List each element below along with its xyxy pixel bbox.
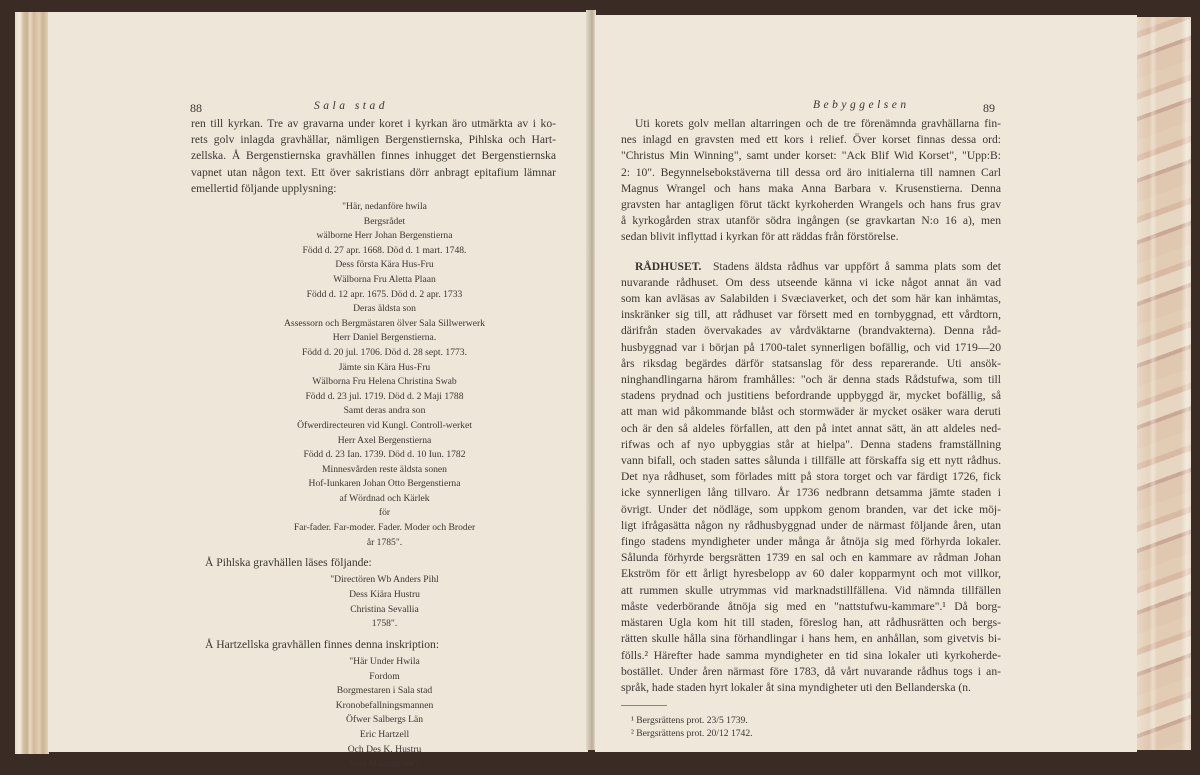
text-line: Sålunda förhyrde bergsrätten 1739 en sal och en kammare av rådman Johan bbox=[621, 551, 1001, 565]
text-line: bostället. Under åren närmast före 1783, då vårt nuvarande rådhus togs i an- bbox=[621, 664, 1001, 678]
text-line: rets golv inlagda gravhällar, nämligen Bergenstiernska, Pihlska och Hart- bbox=[191, 133, 556, 147]
inscription-line: Född d. 23 jul. 1719. Död d. 2 Maji 1788 bbox=[305, 390, 464, 402]
running-head: Bebyggelsen bbox=[813, 99, 910, 111]
inscription-line: för bbox=[378, 507, 391, 519]
inscription-line: Deras äldsta son bbox=[353, 303, 416, 315]
text-line: rifwas och af nyo upbyggias står at hielpa". Denna stadens framställning bbox=[621, 437, 1001, 451]
page-number: 88 bbox=[190, 101, 202, 115]
text-line: icke synnerligen lång tillvaro. År 1736 nedbrann detsamma jämte staden i bbox=[621, 486, 1001, 500]
text-line: ninghandlingarna härom framhålles: "och är denna stads Rådstufwa, som till bbox=[621, 373, 1001, 387]
bergenstierna-inscription bbox=[213, 200, 556, 550]
text-line: Ekström för ett årligt hyresbelopp av 60 daler kopparmynt och mot villkor, bbox=[621, 567, 1001, 581]
text-line: vann bifall, och staden sattes sålunda i tillfälle att förskaffa sig ett nytt rådhus. bbox=[621, 454, 1001, 468]
inscription-line: Hof-Iunkaren Johan Otto Bergenstierna bbox=[308, 478, 461, 490]
inscription-line: Minnesvården reste äldsta sonen bbox=[322, 463, 447, 475]
text-line: nuvarande rådhuset. Om dess utseende känna vi icke något annat än vad bbox=[621, 275, 1001, 289]
text-line: husbyggnad var i början på 1700-talet synnerligen bofällig, och vid 1719—20 bbox=[621, 340, 1001, 354]
inscription-line: Öfwer Salbergs Län bbox=[345, 714, 424, 726]
page-number: 89 bbox=[983, 101, 995, 115]
inscription-line: af Wördnad och Kärlek bbox=[339, 492, 430, 504]
inscription-line: Född d. 20 jul. 1706. Död d. 28 sept. 1773. bbox=[302, 346, 467, 358]
inscription-line: Herr Daniel Bergenstierna. bbox=[332, 332, 437, 344]
paragraph-radhuset bbox=[621, 275, 1001, 696]
left-page bbox=[48, 12, 588, 770]
text-line: mästaren Ugla kom hit till staden, föreslog han, att rådhusrätten och bergs- bbox=[621, 616, 1001, 630]
inscription-line: "Directören Wb Anders Pihl bbox=[330, 574, 439, 586]
inscription-line: Christina Sevallia bbox=[350, 603, 419, 615]
inscription-line: år 1785". bbox=[366, 536, 403, 548]
text-line: rätten skulle hålla sina förhandlingar i hans hem, en anhållan, som givetvis bi- bbox=[621, 632, 1001, 646]
inscription-line: 1758". bbox=[371, 618, 398, 630]
inscription-line: Wälborna Fru Aletta Plaan bbox=[333, 273, 436, 285]
inscription-line: "Här, nedanföre hwila bbox=[342, 201, 427, 213]
inscription-line: Dess Kiära Hustru bbox=[349, 589, 420, 601]
text-line: stadens prydnad och justitiens befordrande uppbyggd är, mycket bofällig, så bbox=[621, 389, 1001, 403]
intro-paragraph bbox=[191, 116, 556, 197]
text-line: att man wid påkommande blåst och stormwäder är mycket osäker wara deruti bbox=[621, 405, 1001, 419]
text-line: övrigt. Under det nödläge, som uppkom genom branden, var det icke möj- bbox=[621, 502, 1001, 516]
inscription-line: Och Des K. Hustru bbox=[347, 743, 422, 755]
inscription-line: Eric Hartzell bbox=[359, 729, 410, 741]
first-line-text: Stadens äldsta rådhus var uppfört å samma plats som det bbox=[712, 259, 1001, 273]
text-line: inskränker sig till, att rådhuset var försett med en tornbyggnad, ett vårdtorn, bbox=[621, 308, 1001, 322]
inscription-line: Född d. 23 Ian. 1739. Död d. 10 Iun. 1782 bbox=[303, 449, 466, 461]
text-line: fölls.² Härefter hade samma myndigheter en tid sina lokaler uti kyrkoherde- bbox=[621, 648, 1001, 662]
right-page bbox=[595, 15, 1137, 752]
section-heading: RÅDHUSET. bbox=[635, 259, 702, 273]
text-line: därifrån staden övervakades av vårdväktarne (brandvakterna). Denna råd- bbox=[621, 324, 1001, 338]
text-line: års riksdag begärdes därför statsanslag för dess reparerande. Uti ansök- bbox=[621, 356, 1001, 370]
page-edges-right-marbled bbox=[1137, 17, 1191, 750]
pihl-intro: Å Pihlska gravhällen läses följande: bbox=[205, 556, 372, 570]
text-line: måste vederbörande åtnöja sig med en "nattstufwu-kammare".¹ Då borg- bbox=[621, 599, 1001, 613]
inscription-line: Far-fader. Far-moder. Fader. Moder och Broder bbox=[293, 522, 476, 534]
text-line: som kan avläsas av Salabilden i Svæciaverket, och det som här kan inhämtas, bbox=[621, 292, 1001, 306]
hartzell-intro: Å Hartzellska gravhällen finnes denna inskription: bbox=[205, 637, 440, 651]
text-line: 2: 10". Begynnelsebokstäverna till dessa ord äro initialerna till namnen Carl bbox=[621, 165, 1001, 179]
text-line: Uti korets golv mellan altarringen och de tre förenämnda gravhällarna fin- bbox=[635, 117, 1001, 130]
inscription-line: Född d. 27 apr. 1668. Död d. 1 mart. 1748. bbox=[302, 244, 467, 256]
paragraph-radhuset-first-line bbox=[621, 259, 1001, 275]
text-line: ren till kyrkan. Tre av gravarna under koret i kyrkan äro utmärkta av i ko- bbox=[191, 117, 556, 130]
footnote: ¹ Bergsrättens prot. 23/5 1739. bbox=[631, 715, 748, 727]
inscription-line: Assessorn och Bergmästaren ölver Sala Sillwerwerk bbox=[284, 317, 485, 329]
text-line: gravsten har antagligen förut täckt kyrkoherden Wrangels och hans frus grav bbox=[621, 198, 1001, 212]
inscription-line: Född d. 12 apr. 1675. Död d. 2 apr. 1733 bbox=[306, 288, 463, 300]
inscription-line: Öfwerdirecteuren vid Kungl. Controll-werket bbox=[297, 419, 472, 431]
text-line: ligt ifrågasätta någon ny rådhusbyggnad under de närmast följande åren, utan bbox=[621, 518, 1001, 532]
text-line: å kyrkogården strax utanför södra ingången (se gravkartan N:o 16 a), men bbox=[621, 214, 1001, 228]
inscription-line: Samt deras andra son bbox=[343, 405, 426, 417]
footnotes bbox=[621, 714, 1001, 740]
inscription-line: Jämte sin Kära Hus-Fru bbox=[338, 361, 431, 373]
inscription-line: Sara Malmström". bbox=[349, 758, 420, 770]
text-line: att rummen skulle utrymmas vid marknadstillfällena. Vid nämnda tillfällen bbox=[621, 583, 1001, 597]
text-line: språk, hade staden hyrt lokaler åt sina myndigheter uti den Bellanderska (n. bbox=[621, 680, 971, 694]
inscription-line: Wälborna Fru Helena Christina Swab bbox=[312, 376, 457, 388]
footnote: ² Bergsrättens prot. 20/12 1742. bbox=[631, 728, 753, 740]
text-line: sedan blivit inflyttad i kyrkan för att räddas från förstörelse. bbox=[621, 230, 899, 244]
pihl-inscription bbox=[213, 573, 556, 631]
footnote-rule bbox=[621, 705, 667, 706]
inscription-line: Fordom bbox=[369, 670, 400, 682]
inscription-line: Kronobefallningsmannen bbox=[335, 699, 434, 711]
page-edges-left bbox=[15, 12, 49, 754]
inscription-line: Bergsrådet bbox=[363, 215, 406, 227]
inscription-line: Borgmestaren i Sala stad bbox=[336, 685, 433, 697]
inscription-line: Dess första Kära Hus-Fru bbox=[335, 259, 434, 271]
running-head: Sala stad bbox=[314, 100, 388, 112]
paragraph-gravsten bbox=[621, 116, 1001, 246]
text-line: vapnet utan någon text. Ett över sakristians dörr anbragt epitafium lämnar bbox=[191, 165, 556, 179]
text-line: fingo stadens myndigheter under många år åtnöja sig med förhyrda lokaler. bbox=[621, 535, 1001, 549]
text-line: zellska. Å Bergenstiernska gravhällen finnes inhugget det Bergenstiernska bbox=[191, 149, 556, 163]
inscription-line: Herr Axel Bergenstierna bbox=[337, 434, 432, 446]
inscription-line: wälborne Herr Johan Bergenstierna bbox=[316, 230, 453, 242]
text-line: Magnus Wrangel och hans maka Anna Barbara v. Krusenstierna. Denna bbox=[621, 181, 1001, 195]
hartzell-inscription bbox=[213, 655, 556, 772]
text-line: "Christus Min Winning", samt under korset: "Ack Blif Wid Korset", "Upp:B: bbox=[621, 149, 1001, 163]
text-line: Det nya rådhuset, som förlades mitt på stora torget och var färdigt 1726, fick bbox=[621, 470, 1001, 484]
text-line: emellertid följande upplysning: bbox=[191, 181, 337, 195]
text-line: nes inlagd en gravsten med ett kors i relief. Över korset finnas dessa ord: bbox=[621, 133, 1001, 147]
inscription-line: "Här Under Hwila bbox=[349, 656, 420, 668]
text-line: och är den så aldeles förfallen, att den på intet annat sätt, än att aldeles ned- bbox=[621, 421, 1001, 435]
